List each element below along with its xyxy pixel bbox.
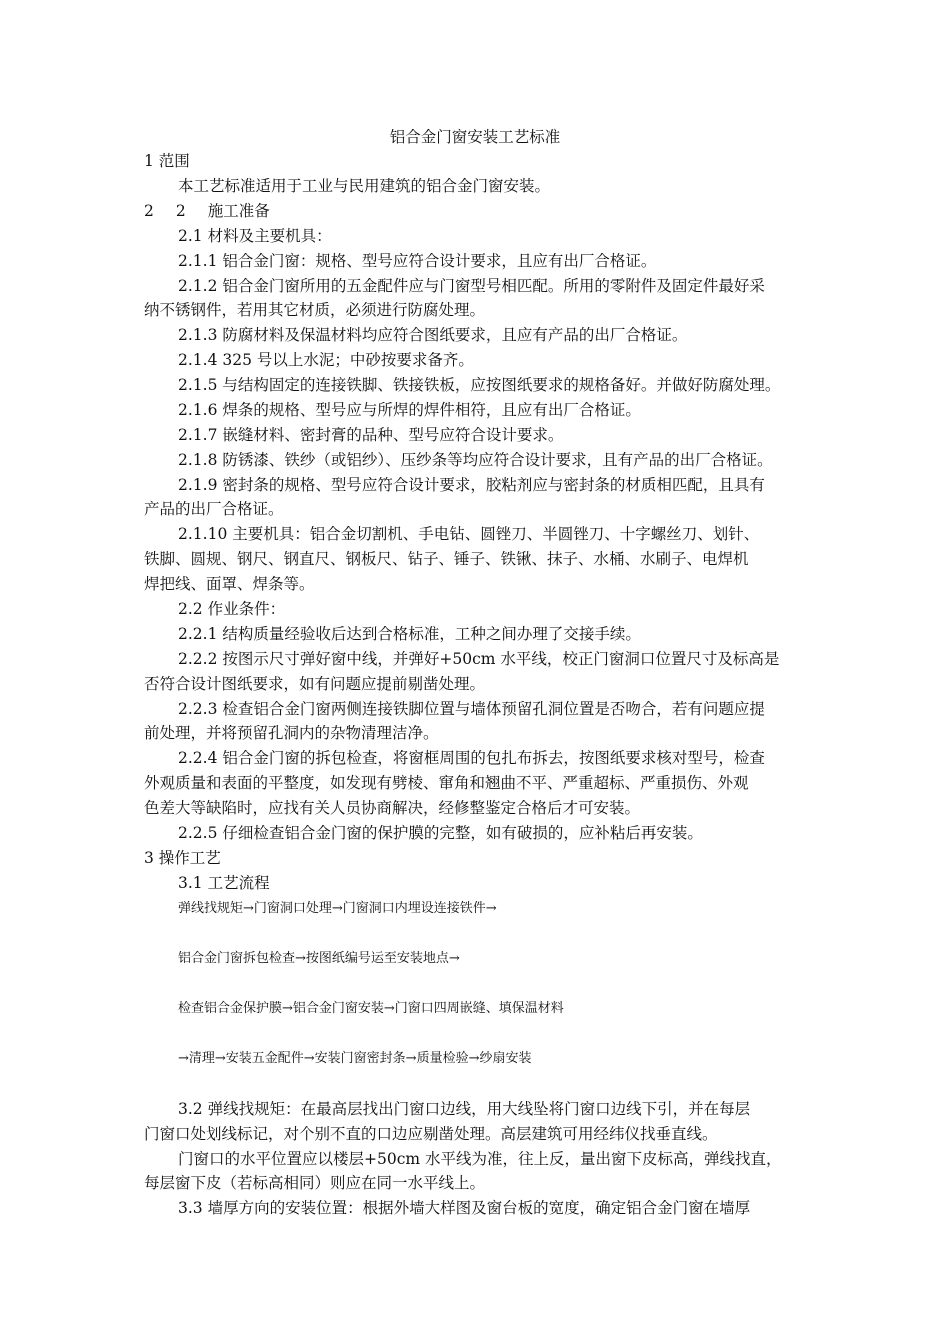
paragraph-line: 否符合设计图纸要求，如有问题应提前剔凿处理。 — [144, 675, 486, 693]
paragraph-line: 纳不锈钢件，若用其它材质，必须进行防腐处理。 — [144, 301, 486, 319]
paragraph-line: 门窗口处划线标记，对个别不直的口边应剔凿处理。高层建筑可用经纬仪找垂直线。 — [144, 1125, 718, 1143]
paragraph-line: 铁脚、圆规、钢尺、钢直尺、钢板尺、钻子、锤子、铁锹、抹子、水桶、水刷子、电焊机 — [144, 550, 749, 568]
paragraph-line: 2.1.10 主要机具：铝合金切割机、手电钻、圆锉刀、半圆锉刀、十字螺丝刀、划针、 — [178, 525, 760, 543]
paragraph-line: 2.2.4 铝合金门窗的拆包检查，将窗框周围的包扎布拆去，按图纸要求核对型号，检查 — [178, 749, 765, 767]
paragraph-line: 每层窗下皮（若标高相同）则应在同一水平线上。 — [144, 1174, 486, 1192]
paragraph-line: 2.1.5 与结构固定的连接铁脚、铁接铁板，应按图纸要求的规格备好。并做好防腐处理。 — [178, 376, 781, 394]
paragraph-line: 2.2 作业条件： — [178, 600, 286, 618]
paragraph-line: 色差大等缺陷时，应找有关人员协商解决，经修整鉴定合格后才可安装。 — [144, 799, 641, 817]
paragraph-line: 产品的出厂合格证。 — [144, 500, 284, 518]
process-flow-line: →清理→安装五金配件→安装门窗密封条→质量检验→纱扇安装 — [178, 1051, 532, 1066]
paragraph-line: 2.2.3 检查铝合金门窗两侧连接铁脚位置与墙体预留孔洞位置是否吻合，若有问题应提 — [178, 700, 765, 718]
document-title: 铝合金门窗安装工艺标准 — [389, 128, 561, 146]
section-heading — [144, 201, 270, 221]
section-heading: 1 范围 — [144, 152, 190, 170]
paragraph-line: 门窗口的水平位置应以楼层+50cm 水平线为准，往上反，量出窗下皮标高，弹线找直， — [178, 1150, 782, 1168]
paragraph-line: 2.1.7 嵌缝材料、密封膏的品种、型号应符合设计要求。 — [178, 426, 564, 444]
paragraph-line: 焊把线、面罩、焊条等。 — [144, 575, 315, 593]
paragraph-line: 前处理，并将预留孔洞内的杂物清理洁净。 — [144, 724, 439, 742]
paragraph-line: 3.3 墙厚方向的安装位置：根据外墙大样图及窗台板的宽度，确定铝合金门窗在墙厚 — [178, 1199, 751, 1217]
paragraph-line: 外观质量和表面的平整度，如发现有劈棱、窜角和翘曲不平、严重超标、严重损伤、外观 — [144, 774, 749, 792]
paragraph-line: 2.2.5 仔细检查铝合金门窗的保护膜的完整，如有破损的，应补粘后再安装。 — [178, 824, 703, 842]
paragraph-line: 本工艺标准适用于工业与民用建筑的铝合金门窗安装。 — [178, 177, 551, 195]
paragraph-line: 2.1.8 防锈漆、铁纱（或铝纱）、压纱条等均应符合设计要求，且有产品的出厂合格证。 — [178, 451, 773, 469]
paragraph-line: 2.2.1 结构质量经验收后达到合格标准，工种之间办理了交接手续。 — [178, 625, 641, 643]
paragraph-line: 2.2.2 按图示尺寸弹好窗中线，并弹好+50cm 水平线，校正门窗洞口位置尺寸及标高是 — [178, 650, 780, 668]
process-flow-line: 弹线找规矩→门窗洞口处理→门窗洞口内埋设连接铁件→ — [178, 901, 497, 916]
section-heading: 3 操作工艺 — [144, 849, 221, 867]
process-flow-line: 检查铝合金保护膜→铝合金门窗安装→门窗口四周嵌缝、填保温材料 — [178, 1001, 564, 1016]
paragraph-line: 3.2 弹线找规矩：在最高层找出门窗口边线，用大线坠将门窗口边线下引，并在每层 — [178, 1100, 751, 1118]
paragraph-line: 2.1.3 防腐材料及保温材料均应符合图纸要求，且应有产品的出厂合格证。 — [178, 326, 688, 344]
section-heading-text: 施工准备 — [207, 202, 270, 220]
paragraph-line: 2.1.2 铝合金门窗所用的五金配件应与门窗型号相匹配。所用的零附件及固定件最好采 — [178, 277, 765, 295]
paragraph-line: 2.1 材料及主要机具： — [178, 227, 332, 245]
paragraph-line: 2.1.6 焊条的规格、型号应与所焊的焊件相符，且应有出厂合格证。 — [178, 401, 641, 419]
paragraph-line: 2.1.9 密封条的规格、型号应符合设计要求，胶粘剂应与密封条的材质相匹配，且具有 — [178, 476, 765, 494]
subsection-heading: 3.1 工艺流程 — [178, 874, 270, 892]
section-number: 2 — [144, 202, 154, 220]
paragraph-line: 2.1.4 325 号以上水泥；中砂按要求备齐。 — [178, 351, 474, 369]
section-number: 2 — [175, 202, 186, 220]
paragraph-line: 2.1.1 铝合金门窗：规格、型号应符合设计要求，且应有出厂合格证。 — [178, 252, 657, 270]
process-flow-line: 铝合金门窗拆包检查→按图纸编号运至安装地点→ — [178, 951, 460, 966]
